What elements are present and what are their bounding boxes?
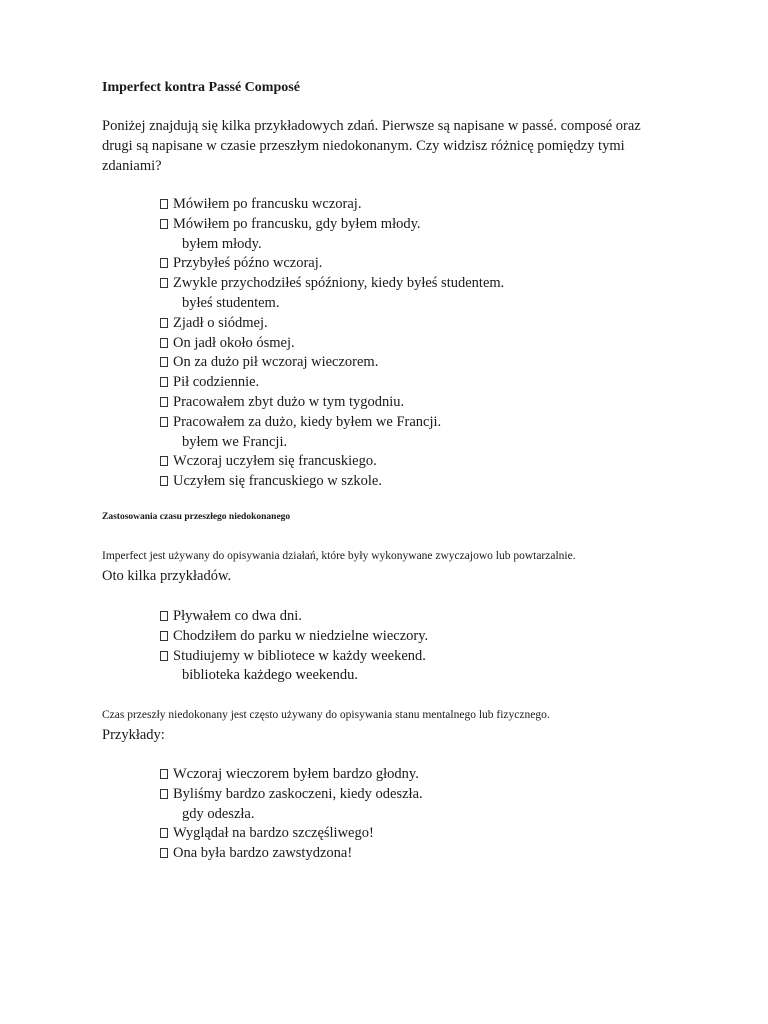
example-text: byłeś studentem.: [182, 294, 280, 311]
missing-glyph-box-icon: [160, 828, 168, 838]
example-item: [160, 373, 504, 393]
missing-glyph-box-icon: [160, 377, 168, 387]
example-text: byłem młody.: [182, 235, 262, 252]
example-text: Zjadł o siódmej.: [173, 314, 268, 331]
example-item: [160, 413, 504, 433]
example-text: Chodziłem do parku w niedzielne wieczory.: [173, 627, 429, 644]
missing-glyph-box-icon: [160, 199, 168, 209]
example-item: [160, 215, 504, 235]
example-list-1: [160, 195, 504, 492]
example-text: Pił codziennie.: [173, 374, 260, 391]
example-item: [160, 274, 504, 294]
missing-glyph-box-icon: [160, 456, 168, 466]
example-list-3: [160, 765, 423, 864]
example-text: Pracowałem za dużo, kiedy byłem we Francji.: [173, 413, 442, 430]
example-text: Pracowałem zbyt dużo w tym tygodniu.: [173, 393, 405, 410]
document-title: Imperfect kontra Passé Composé: [102, 80, 300, 95]
example-item: [160, 607, 428, 627]
usage-paragraph-2-lead: Przykłady:: [102, 727, 165, 743]
example-item: [160, 393, 504, 413]
example-item: [160, 254, 504, 274]
example-item: [160, 195, 504, 215]
example-text: Przybyłeś późno wczoraj.: [173, 255, 323, 272]
example-list-2: [160, 607, 428, 686]
section-heading: Zastosowania czasu przeszłego niedokonanego: [102, 512, 291, 522]
example-item: [160, 785, 423, 805]
example-continuation: [160, 433, 504, 453]
example-text: Wyglądał na bardzo szczęśliwego!: [173, 825, 374, 842]
example-item: [160, 353, 504, 373]
missing-glyph-box-icon: [160, 278, 168, 288]
missing-glyph-box-icon: [160, 631, 168, 641]
example-continuation: [160, 805, 423, 825]
example-item: [160, 314, 504, 334]
example-item: [160, 824, 423, 844]
missing-glyph-box-icon: [160, 789, 168, 799]
example-continuation: [160, 235, 504, 255]
missing-glyph-box-icon: [160, 357, 168, 367]
example-text: Byliśmy bardzo zaskoczeni, kiedy odeszła.: [173, 785, 423, 802]
example-continuation: [160, 666, 428, 686]
example-item: [160, 844, 423, 864]
example-text: Studiujemy w bibliotece w każdy weekend.: [173, 647, 426, 664]
example-text: Wczoraj uczyłem się francuskiego.: [173, 453, 377, 470]
missing-glyph-box-icon: [160, 338, 168, 348]
usage-paragraph-1-text: Imperfect jest używany do opisywania działań, które były wykonywane zwyczajowo lub powtarzalnie.: [102, 550, 576, 562]
intro-paragraph: Poniżej znajdują się kilka przykładowych zdań. Pierwsze są napisane w passé. composé oraz drugi są napisane w czasie przeszłym niedokonanym. Czy widzisz różnicę pomiędzy tymi zdaniami?: [102, 118, 641, 174]
example-text: On jadł około ósmej.: [173, 334, 295, 351]
missing-glyph-box-icon: [160, 219, 168, 229]
example-item: [160, 765, 423, 785]
example-text: Mówiłem po francusku, gdy byłem młody.: [173, 215, 421, 232]
usage-paragraph-2: [102, 706, 722, 746]
example-text: Ona była bardzo zawstydzona!: [173, 845, 353, 862]
example-text: Zwykle przychodziłeś spóźniony, kiedy byłeś studentem.: [173, 275, 505, 292]
missing-glyph-box-icon: [160, 611, 168, 621]
example-text: Uczyłem się francuskiego w szkole.: [173, 473, 382, 490]
example-item: [160, 647, 428, 667]
missing-glyph-box-icon: [160, 318, 168, 328]
example-text: Wczoraj wieczorem byłem bardzo głodny.: [173, 766, 419, 782]
usage-paragraph-1: [102, 547, 722, 587]
missing-glyph-box-icon: [160, 258, 168, 268]
example-continuation: [160, 294, 504, 314]
missing-glyph-box-icon: [160, 417, 168, 427]
example-text: gdy odeszła.: [182, 805, 255, 822]
example-item: [160, 472, 504, 492]
example-item: [160, 627, 428, 647]
missing-glyph-box-icon: [160, 476, 168, 486]
example-text: Pływałem co dwa dni.: [173, 608, 302, 624]
usage-paragraph-2-text: Czas przeszły niedokonany jest często używany do opisywania stanu mentalnego lub fizycznego.: [102, 709, 550, 721]
missing-glyph-box-icon: [160, 769, 168, 779]
example-text: Mówiłem po francusku wczoraj.: [173, 196, 362, 212]
example-text: byłem we Francji.: [182, 433, 288, 450]
missing-glyph-box-icon: [160, 397, 168, 407]
example-item: [160, 452, 504, 472]
example-item: [160, 334, 504, 354]
missing-glyph-box-icon: [160, 651, 168, 661]
usage-paragraph-1-lead: Oto kilka przykładów.: [102, 568, 232, 584]
example-text: biblioteka każdego weekendu.: [182, 667, 358, 684]
example-text: On za dużo pił wczoraj wieczorem.: [173, 354, 379, 371]
missing-glyph-box-icon: [160, 848, 168, 858]
